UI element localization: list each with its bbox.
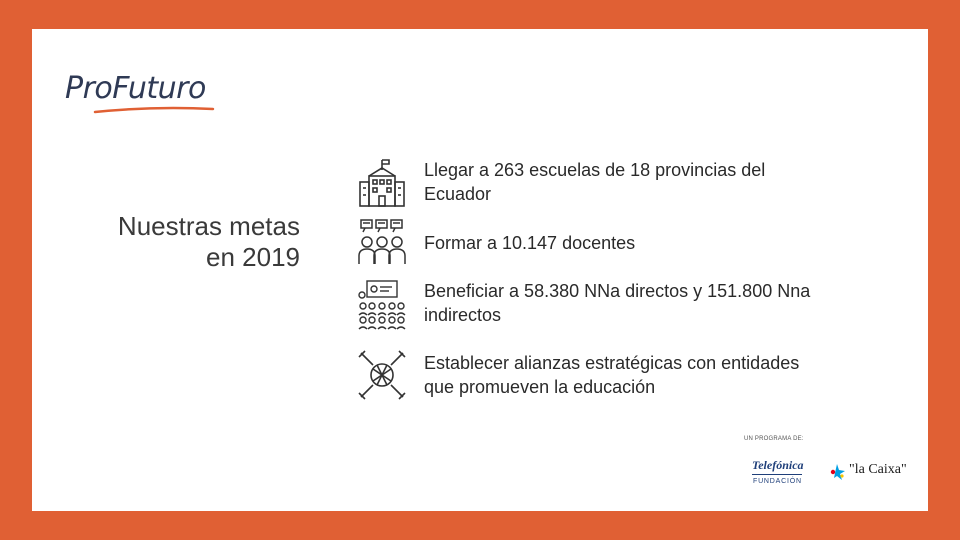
teachers-training-icon bbox=[357, 218, 407, 270]
program-label: UN PROGRAMA DE: bbox=[744, 436, 804, 442]
page-title-line2: en 2019 bbox=[206, 242, 300, 272]
partners-block bbox=[744, 436, 919, 498]
goal-text-line2: Ecuador bbox=[424, 184, 492, 204]
la-caixa-star-icon bbox=[827, 460, 847, 480]
school-building-icon bbox=[357, 158, 407, 210]
students-classroom-icon bbox=[357, 279, 407, 331]
goal-text bbox=[424, 231, 874, 255]
goal-text bbox=[424, 279, 874, 327]
goal-text-line1: Establecer alianzas estratégicas con entidades bbox=[424, 353, 800, 373]
goal-item bbox=[357, 218, 877, 274]
goal-text-line1: Beneficiar a 58.380 NNa directos y 151.800 Nna bbox=[424, 281, 811, 301]
telefonica-logo: Telefónica bbox=[752, 458, 804, 472]
page-title-line1: Nuestras metas bbox=[117, 211, 300, 241]
goal-item bbox=[357, 158, 877, 214]
goal-item bbox=[357, 279, 877, 335]
telefonica-divider bbox=[752, 474, 802, 475]
goal-text-line2: que promueven la educación bbox=[424, 377, 656, 397]
goal-text-line1: Formar a 10.147 docentes bbox=[424, 233, 636, 253]
goal-text-line2: indirectos bbox=[424, 305, 502, 325]
slide bbox=[32, 29, 928, 511]
alliance-hands-icon bbox=[357, 349, 407, 401]
logo-text: ProFuturo bbox=[65, 71, 206, 106]
page-title bbox=[52, 211, 300, 273]
goal-item bbox=[357, 349, 877, 405]
goal-text-line1: Llegar a 263 escuelas de 18 provincias del bbox=[424, 160, 766, 180]
goal-text bbox=[424, 158, 874, 206]
logo-swoosh-icon bbox=[93, 105, 215, 115]
goal-text bbox=[424, 351, 874, 399]
telefonica-subtitle: FUNDACIÓN bbox=[753, 478, 802, 485]
profuturo-logo bbox=[65, 71, 225, 116]
la-caixa-logo: "la Caixa" bbox=[849, 462, 907, 477]
